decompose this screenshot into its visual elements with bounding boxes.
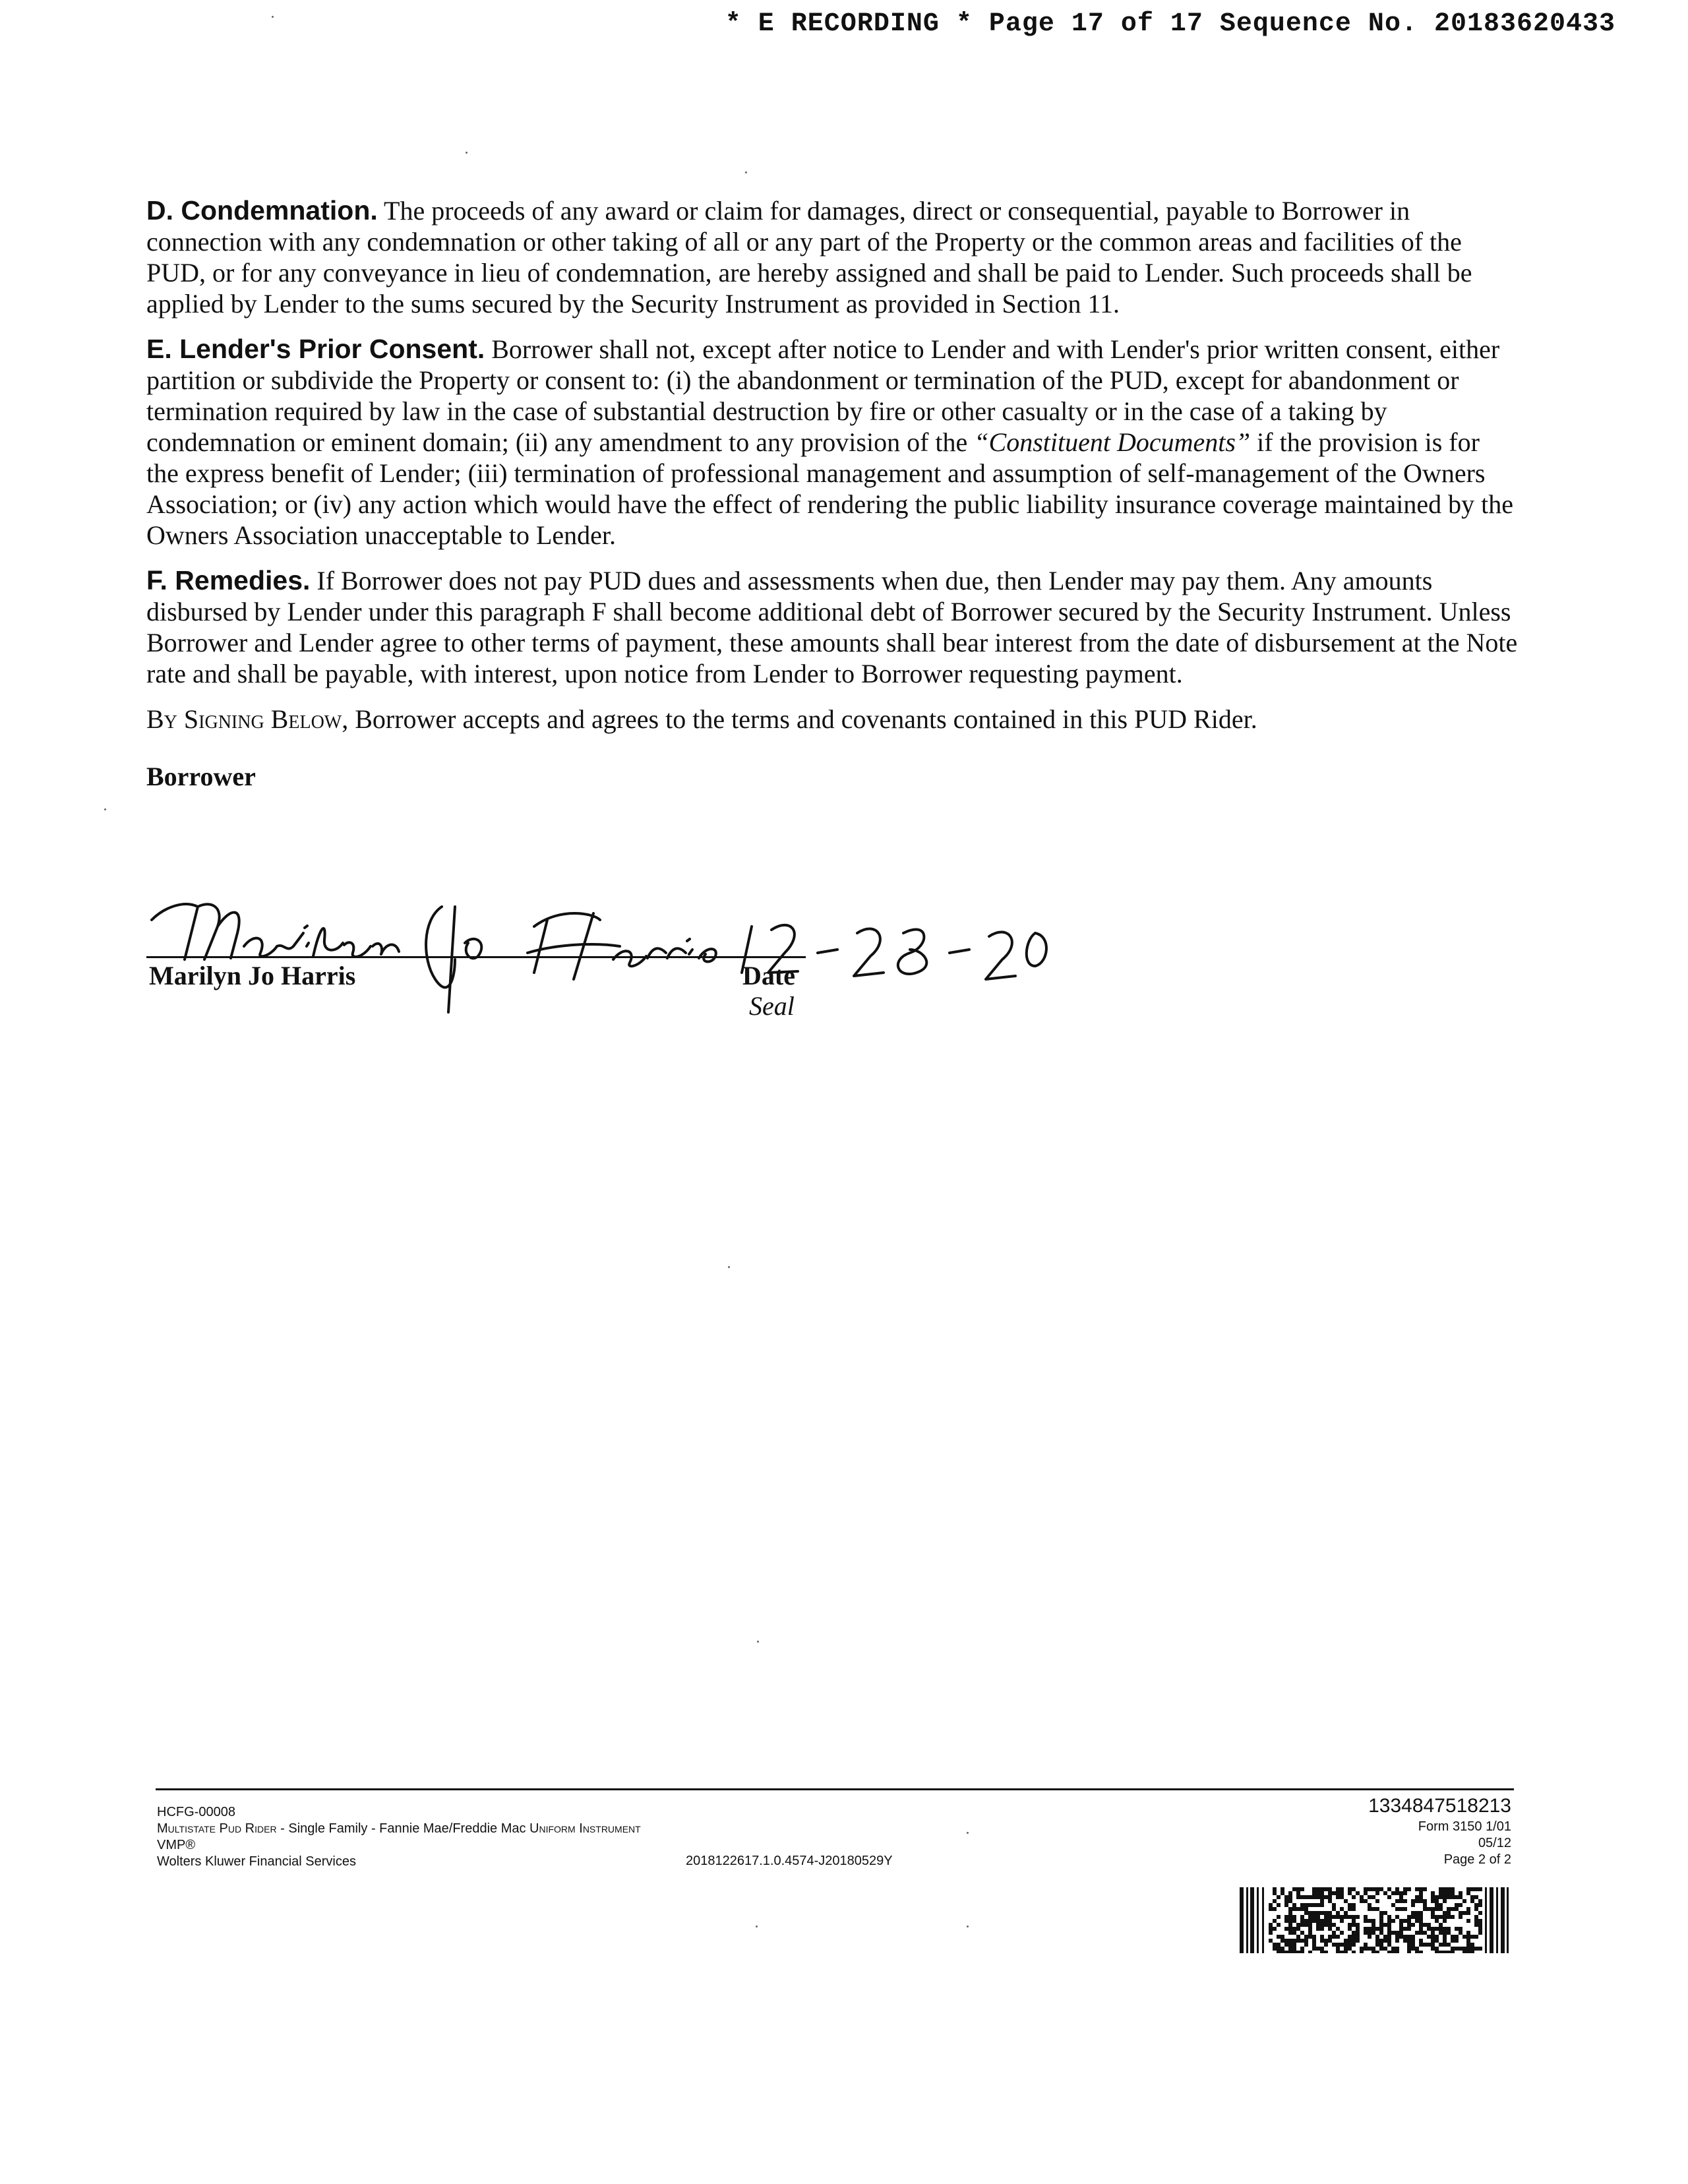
footer-form-title: Multistate Pud Rider - Single Family - Fannie Mae/Freddie Mac Uniform Instrument: [157, 1821, 641, 1836]
section-text: if the provision is for the express benefit of Lender; (iii) termination of professional management and assumption of self-management of the Owners Association; or (iv) any action which would have the effect of rendering the public liability insurance coverage maintained by the Owners Association unacceptable to Lender.: [146, 427, 1514, 550]
scan-speck: [757, 1641, 759, 1643]
signing-prefix: By Signing Below: [146, 704, 342, 734]
section-text-italic: “Constituent Documents”: [974, 427, 1251, 457]
section-heading: D. Condemnation.: [146, 195, 378, 226]
scan-speck: [272, 16, 274, 18]
footer-vmp: VMP®: [157, 1838, 196, 1852]
scan-speck: [756, 1926, 758, 1927]
footer-publisher: Wolters Kluwer Financial Services: [157, 1854, 356, 1869]
footer-form-info: [157, 1804, 641, 1870]
footer-form-id: HCFG-00008: [157, 1805, 235, 1819]
handwritten-signature: [138, 880, 1062, 1039]
date-label: Date: [742, 961, 795, 990]
recording-stamp: * E RECORDING * Page 17 of 17 Sequence No. 20183620433: [725, 9, 1615, 39]
rider-body: [146, 195, 1518, 792]
scan-speck: [967, 1926, 969, 1927]
document-barcode: [1240, 1887, 1510, 1953]
scan-speck: [728, 1266, 730, 1268]
scan-speck: [104, 808, 106, 810]
borrower-label: Borrower: [146, 762, 256, 791]
section-heading: F. Remedies.: [146, 565, 311, 595]
form-revision: 05/12: [1478, 1836, 1511, 1850]
borrower-printed-name: Marilyn Jo Harris: [149, 961, 356, 990]
loan-number: 1334847518213: [1368, 1795, 1511, 1817]
seal-label: Seal: [749, 991, 795, 1021]
footer-divider: [156, 1788, 1514, 1790]
signing-statement: [146, 704, 1518, 735]
footer-document-code: 2018122617.1.0.4574-J20180529Y: [686, 1854, 893, 1868]
page-number: Page 2 of 2: [1443, 1852, 1511, 1867]
footer-loan-info: [1368, 1794, 1511, 1868]
section-heading: E. Lender's Prior Consent.: [146, 334, 485, 364]
section-text: Borrower shall not, except after notice to Lender and with Lender's prior written consent, either partition or subdivide the Property or consent to: (i) the abandonment or termination of the PUD, except for abandonment or termination required by law in the case of substantial destruction by fire or other casualty or in the case of a taking by condemnation or eminent domain; (ii) any amendment to any provision of the: [146, 334, 1500, 457]
scan-speck: [466, 152, 467, 154]
scan-speck: [745, 171, 747, 173]
section-text: The proceeds of any award or claim for damages, direct or consequential, payable to Borrower in connection with any condemnation or other taking of all or any part of the Property or the common areas and facilities of the PUD, or for any conveyance in lieu of condemnation, are hereby assigned and shall be paid to Lender. Such proceeds shall be applied by Lender to the sums secured by the Security Instrument as provided in Section 11.: [146, 196, 1472, 318]
section-lenders-prior-consent: [146, 334, 1518, 551]
signing-text: , Borrower accepts and agrees to the terms and covenants contained in this PUD Rider.: [342, 704, 1257, 734]
section-remedies: [146, 565, 1518, 689]
scan-speck: [967, 1832, 969, 1834]
section-text: If Borrower does not pay PUD dues and assessments when due, then Lender may pay them. Any amounts disbursed by Lender under this paragraph F shall become additional debt of Borrower secured by the Security Instrument. Unless Borrower and Lender agree to other terms of payment, these amounts shall bear interest from the date of disbursement at the Note rate and shall be payable, with interest, upon notice from Lender to Borrower requesting payment.: [146, 566, 1518, 688]
form-number: Form 3150 1/01: [1418, 1819, 1511, 1834]
section-condemnation: [146, 195, 1518, 319]
